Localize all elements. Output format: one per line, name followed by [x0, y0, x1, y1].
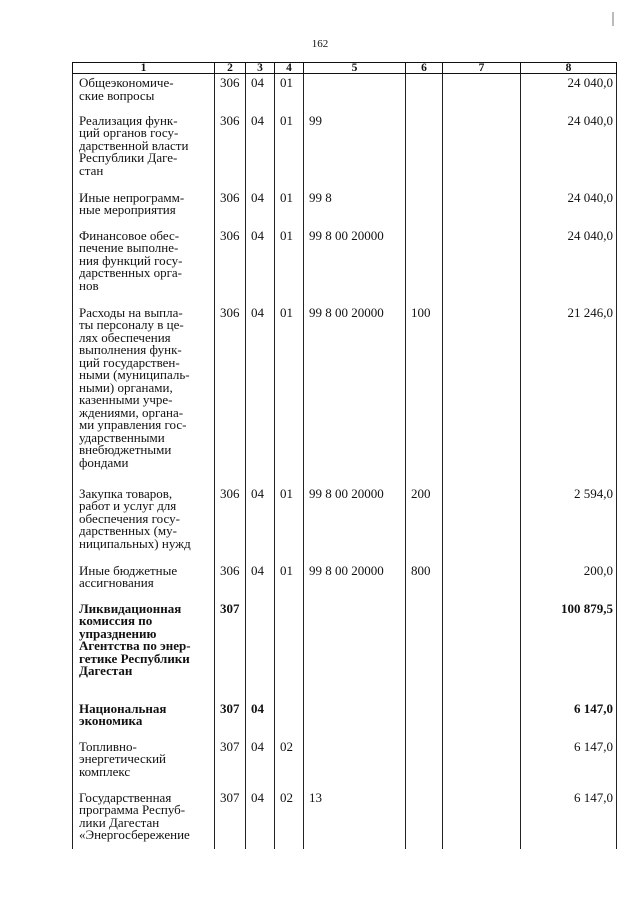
row-name-line: Топливно- — [79, 738, 137, 754]
row-name-cell — [73, 700, 215, 738]
code-cell-c2: 306 — [215, 74, 246, 112]
row-name-line: энергетический — [79, 751, 167, 766]
column-header: 8 — [521, 63, 617, 74]
code-cell-c4: 01 — [275, 304, 304, 485]
code-cell-c6: 200 — [406, 485, 443, 562]
page-number: 162 — [311, 38, 329, 50]
amount-cell: 24 040,0 — [521, 227, 617, 304]
code-cell-c2: 306 — [215, 227, 246, 304]
row-name-line: ций государствен- — [79, 354, 180, 370]
row-name-line: ций органов госу- — [79, 125, 179, 140]
code-cell-c4: 02 — [275, 789, 304, 849]
code-cell-c3 — [246, 600, 275, 700]
row-name-line: Иные бюджетные — [79, 562, 178, 578]
code-cell-c6 — [406, 112, 443, 189]
code-cell-c7 — [443, 112, 521, 189]
code-cell-c5: 99 8 00 20000 — [304, 304, 406, 485]
amount-cell: 24 040,0 — [521, 74, 617, 112]
row-name-cell — [73, 304, 215, 485]
code-cell-c5: 99 8 — [304, 189, 406, 227]
row-name-line: комплекс — [79, 763, 131, 779]
code-cell-c6: 800 — [406, 562, 443, 600]
row-name-cell — [73, 738, 215, 789]
code-cell-c7 — [443, 789, 521, 849]
row-name-line: лики Дагестан — [79, 814, 160, 830]
code-cell-c5 — [304, 738, 406, 789]
table-row — [73, 304, 617, 485]
code-cell-c4: 01 — [275, 74, 304, 112]
row-name-line: обеспечения госу- — [79, 510, 180, 526]
amount-cell: 24 040,0 — [521, 189, 617, 227]
row-name-line: гетике Республики — [79, 650, 190, 666]
row-name-line: Республики Даге- — [79, 150, 178, 165]
code-cell-c5: 99 — [304, 112, 406, 189]
row-name-cell — [73, 112, 215, 189]
code-cell-c5 — [304, 700, 406, 738]
code-cell-c2: 307 — [215, 789, 246, 849]
code-cell-c6 — [406, 189, 443, 227]
row-name-line: ные мероприятия — [79, 202, 176, 217]
row-name-line: ными) органами, — [79, 379, 173, 395]
code-cell-c5: 99 8 00 20000 — [304, 485, 406, 562]
amount-cell: 100 879,5 — [521, 600, 617, 700]
row-name-cell — [73, 227, 215, 304]
table-row — [73, 227, 617, 304]
row-name-line: лях обеспечения — [79, 329, 171, 345]
code-cell-c6 — [406, 600, 443, 700]
amount-cell: 21 246,0 — [521, 304, 617, 485]
scan-mark — [612, 12, 614, 26]
row-name-cell — [73, 600, 215, 700]
code-cell-c4: 01 — [275, 189, 304, 227]
row-name-line: упразднению — [79, 625, 157, 641]
code-cell-c6 — [406, 789, 443, 849]
amount-cell: 6 147,0 — [521, 738, 617, 789]
row-name-line: казенными учре- — [79, 392, 173, 407]
table-row — [73, 189, 617, 227]
code-cell-c2: 306 — [215, 485, 246, 562]
code-cell-c3: 04 — [246, 227, 275, 304]
table-row — [73, 485, 617, 562]
row-name-line: дарственных (му- — [79, 523, 177, 538]
code-cell-c4: 01 — [275, 562, 304, 600]
code-cell-c7 — [443, 485, 521, 562]
column-header: 3 — [246, 63, 275, 74]
code-cell-c4 — [275, 600, 304, 700]
row-name-line: внебюджетными — [79, 442, 172, 457]
code-cell-c7 — [443, 562, 521, 600]
column-header: 6 — [406, 63, 443, 74]
row-name-line: «Энергосбережение — [79, 827, 190, 842]
column-header: 5 — [304, 63, 406, 74]
row-name-line: Финансовое обес- — [79, 227, 180, 243]
code-cell-c4: 01 — [275, 485, 304, 562]
amount-cell: 24 040,0 — [521, 112, 617, 189]
code-cell-c7 — [443, 304, 521, 485]
amount-cell: 2 594,0 — [521, 485, 617, 562]
code-cell-c5 — [304, 74, 406, 112]
row-name-line: ными (муниципаль- — [79, 367, 190, 382]
code-cell-c2: 306 — [215, 112, 246, 189]
amount-cell: 200,0 — [521, 562, 617, 600]
row-name-line: ассигнования — [79, 575, 154, 590]
table-body — [73, 74, 617, 849]
row-name-line: Агентства по энер- — [79, 638, 191, 653]
table-row — [73, 789, 617, 849]
row-name-line: ния функций госу- — [79, 252, 183, 268]
code-cell-c6: 100 — [406, 304, 443, 485]
code-cell-c6 — [406, 227, 443, 304]
row-name-line: экономика — [79, 713, 143, 728]
column-header: 4 — [275, 63, 304, 74]
code-cell-c3: 04 — [246, 485, 275, 562]
code-cell-c2: 307 — [215, 700, 246, 738]
code-cell-c5: 99 8 00 20000 — [304, 562, 406, 600]
code-cell-c6 — [406, 74, 443, 112]
code-cell-c6 — [406, 700, 443, 738]
row-name-line: дарственной власти — [79, 137, 189, 153]
row-name-line: ские вопросы — [79, 87, 155, 103]
code-cell-c3: 04 — [246, 738, 275, 789]
column-header: 1 — [73, 63, 215, 74]
code-cell-c3: 04 — [246, 112, 275, 189]
table-row — [73, 700, 617, 738]
amount-cell: 6 147,0 — [521, 789, 617, 849]
table-header-row — [73, 63, 617, 74]
row-name-line: ми управления гос- — [79, 417, 187, 432]
code-cell-c3: 04 — [246, 700, 275, 738]
code-cell-c7 — [443, 189, 521, 227]
code-cell-c2: 306 — [215, 304, 246, 485]
row-name-line: комиссия по — [79, 613, 153, 628]
row-name-line: Расходы на выпла- — [79, 304, 183, 320]
row-name-line: ударственными — [79, 429, 165, 445]
row-name-line: Закупка товаров, — [79, 485, 173, 501]
code-cell-c7 — [443, 738, 521, 789]
row-name-line: ты персоналу в це- — [79, 317, 184, 332]
code-cell-c4: 02 — [275, 738, 304, 789]
row-name-line: Национальная — [79, 700, 167, 716]
row-name-line: дарственных орга- — [79, 265, 182, 280]
amount-cell: 6 147,0 — [521, 700, 617, 738]
code-cell-c7 — [443, 227, 521, 304]
code-cell-c7 — [443, 700, 521, 738]
code-cell-c4 — [275, 700, 304, 738]
row-name-cell — [73, 74, 215, 112]
row-name-line: фондами — [79, 454, 129, 470]
code-cell-c4: 01 — [275, 112, 304, 189]
row-name-line: Общеэкономиче- — [79, 75, 174, 90]
code-cell-c3: 04 — [246, 189, 275, 227]
row-name-line: Реализация функ- — [79, 112, 178, 128]
code-cell-c2: 306 — [215, 189, 246, 227]
row-name-cell — [73, 189, 215, 227]
table-row — [73, 738, 617, 789]
code-cell-c5: 99 8 00 20000 — [304, 227, 406, 304]
row-name-line: нов — [79, 277, 99, 293]
row-name-line: ждениями, органа- — [79, 404, 184, 420]
code-cell-c2: 306 — [215, 562, 246, 600]
row-name-cell — [73, 485, 215, 562]
row-name-cell — [73, 789, 215, 849]
code-cell-c2: 307 — [215, 738, 246, 789]
row-name-line: работ и услуг для — [79, 498, 177, 513]
table-row — [73, 112, 617, 189]
code-cell-c7 — [443, 600, 521, 700]
code-cell-c3: 04 — [246, 304, 275, 485]
row-name-line: стан — [79, 162, 104, 178]
row-name-line: Государственная — [79, 789, 172, 805]
row-name-line: Дагестан — [79, 663, 133, 678]
table-row — [73, 562, 617, 600]
code-cell-c5 — [304, 600, 406, 700]
table-row — [73, 74, 617, 112]
code-cell-c3: 04 — [246, 74, 275, 112]
row-name-line: ниципальных) нужд — [79, 535, 191, 551]
table-row — [73, 600, 617, 700]
code-cell-c3: 04 — [246, 789, 275, 849]
code-cell-c5: 13 — [304, 789, 406, 849]
row-name-line: печение выполне- — [79, 240, 179, 255]
code-cell-c3: 04 — [246, 562, 275, 600]
column-header: 7 — [443, 63, 521, 74]
row-name-line: Иные непрограмм- — [79, 189, 185, 205]
code-cell-c7 — [443, 74, 521, 112]
code-cell-c6 — [406, 738, 443, 789]
column-header: 2 — [215, 63, 246, 74]
row-name-line: Ликвидационная — [79, 600, 182, 616]
budget-table — [72, 62, 617, 849]
code-cell-c4: 01 — [275, 227, 304, 304]
row-name-line: выполнения функ- — [79, 342, 182, 357]
row-name-cell — [73, 562, 215, 600]
row-name-line: программа Респуб- — [79, 802, 186, 817]
code-cell-c2: 307 — [215, 600, 246, 700]
